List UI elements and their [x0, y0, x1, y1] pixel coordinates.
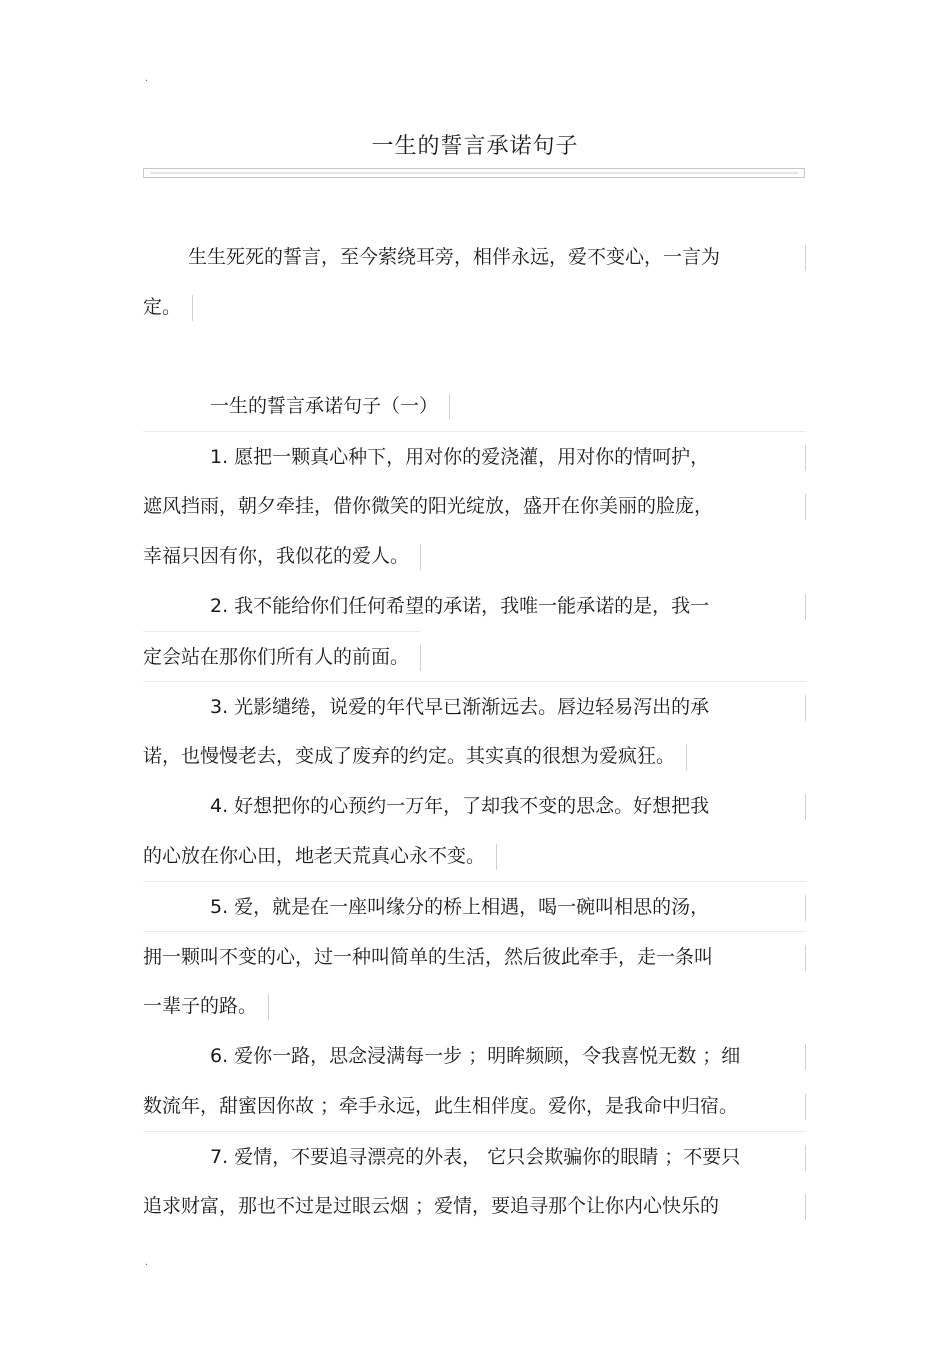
title-underline-frame — [143, 168, 805, 178]
page-mark-bottom: . — [145, 1257, 149, 1268]
paragraph-line: 遮风挡雨，朝夕牵挂，借你微笑的阳光绽放，盛开在你美丽的脸庞， — [143, 481, 806, 531]
paragraph-line: 定会站在那你们所有人的前面。 — [143, 631, 421, 681]
intro-line-2: 定。 — [143, 282, 193, 332]
paragraph-line: 3. 光影缱绻，说爱的年代早已渐渐远去。唇边轻易泻出的承 — [143, 681, 806, 731]
page-mark-top: . — [145, 73, 149, 84]
paragraph-line: 6. 爱你一路，思念浸满每一步 ；明眸频顾，令我喜悦无数 ；细 — [143, 1031, 806, 1081]
section-heading: 一生的誓言承诺句子（一） — [143, 381, 450, 431]
paragraph-line: 诺，也慢慢老去，变成了废弃的约定。其实真的很想为爱疯狂。 — [143, 731, 687, 781]
document-title: 一生的誓言承诺句子 — [371, 134, 579, 159]
paragraph-line: 追求财富，那也不过是过眼云烟 ；爱情，要追寻那个让你内心快乐的 — [143, 1181, 806, 1231]
paragraph-line: 4. 好想把你的心预约一万年，了却我不变的思念。好想把我 — [143, 781, 806, 831]
paragraph-line: 2. 我不能给你们任何希望的承诺，我唯一能承诺的是，我一 — [143, 581, 806, 631]
paragraph-line: 7. 爱情，不要追寻漂亮的外表， 它只会欺骗你的眼睛 ；不要只 — [143, 1131, 806, 1181]
intro-line-1: 生生死死的誓言，至今萦绕耳旁，相伴永远，爱不变心，一言为 — [143, 232, 806, 282]
paragraph-line: 数流年，甜蜜因你故 ；牵手永远，此生相伴度。爱你，是我命中归宿。 — [143, 1081, 806, 1131]
paragraph-line: 幸福只因有你，我似花的爱人。 — [143, 531, 421, 581]
paragraph-line: 一辈子的路。 — [143, 981, 269, 1031]
paragraph-line: 的心放在你心田，地老天荒真心永不变。 — [143, 831, 497, 881]
paragraph-line: 5. 爱，就是在一座叫缘分的桥上相遇，喝一碗叫相思的汤， — [143, 881, 806, 931]
paragraph-line: 拥一颗叫不变的心，过一种叫简单的生活，然后彼此牵手，走一条叫 — [143, 931, 806, 981]
paragraph-line: 1. 愿把一颗真心种下，用对你的爱浇灌，用对你的情呵护， — [143, 431, 806, 481]
